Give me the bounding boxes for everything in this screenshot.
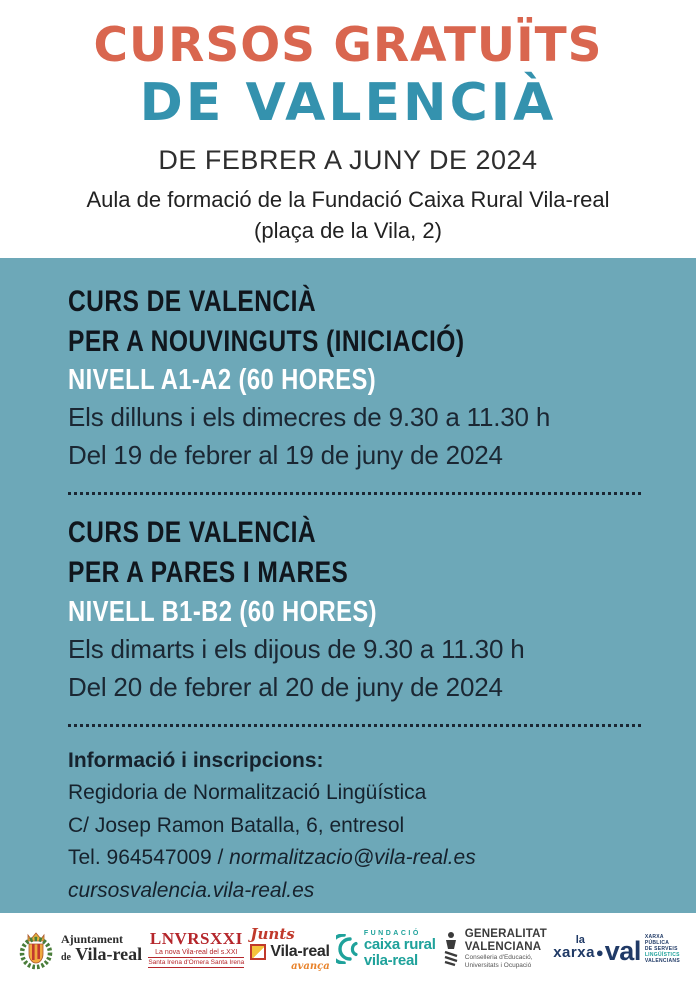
lnvrsxxi-subline: Santa Irena d'Ornera Santa Irena bbox=[148, 958, 245, 966]
junts-name-row bbox=[250, 943, 329, 961]
sponsor-logos-bar bbox=[0, 913, 696, 985]
contact-phone: Tel. 964547009 / bbox=[68, 846, 230, 870]
course-1-name-line2-text: PER A NOUVINGUTS (INICIACIÓ) bbox=[68, 324, 465, 358]
caixa-rural-text bbox=[364, 930, 436, 969]
course-2-dates: Del 20 de febrer al 20 de juny de 2024 bbox=[68, 671, 503, 702]
course-2-name-line2-text: PER A PARES I MARES bbox=[68, 555, 349, 589]
courses-panel bbox=[0, 258, 696, 913]
poster-header bbox=[0, 0, 696, 258]
lnvrsxxi-title: LNVRSXXI bbox=[149, 929, 243, 949]
course-1-schedule: Els dilluns i els dimecres de 9.30 a 11.30 h bbox=[68, 402, 551, 433]
course-2-name-line1-text: CURS DE VALENCIÀ bbox=[68, 516, 317, 550]
xarxa-xarxa-text: xarxa bbox=[553, 944, 595, 962]
dotted-divider bbox=[68, 492, 642, 495]
xarxa-side-line: DE SERVEIS bbox=[644, 946, 678, 952]
generalitat-text bbox=[465, 928, 547, 970]
caixa-name-line1: caixa rural bbox=[363, 935, 436, 953]
xarxa-dot: ● bbox=[595, 945, 604, 961]
xarxa-side-line: VALENCIANS bbox=[644, 958, 680, 964]
junts-tagline: avança bbox=[291, 960, 330, 972]
course-2-level-text: NIVELL B1-B2 (60 HORES) bbox=[68, 595, 377, 628]
dotted-divider bbox=[68, 724, 642, 727]
ajuntament-de: de bbox=[61, 952, 71, 964]
ajuntament-vila-real-logo bbox=[16, 927, 142, 971]
ajuntament-city: Vila-real bbox=[75, 944, 143, 965]
venue-line2: (plaça de la Vila, 2) bbox=[254, 217, 442, 243]
generalitat-line1: GENERALITAT bbox=[464, 928, 548, 941]
contact-info bbox=[68, 745, 642, 908]
course-1-name-line1-text: CURS DE VALENCIÀ bbox=[68, 285, 317, 318]
ajuntament-text-line1: Ajuntament bbox=[61, 932, 123, 947]
course-2-name-line1 bbox=[68, 513, 642, 553]
xarxa-val-wordmark bbox=[553, 933, 641, 966]
caixa-fundacio-text: FUNDACIÓ bbox=[363, 929, 421, 937]
generalitat-line2: VALENCIANA bbox=[464, 940, 542, 953]
xarxa-side-line: PÚBLICA bbox=[644, 940, 670, 946]
junts-square-icon bbox=[250, 944, 266, 960]
course-2-name-line2 bbox=[68, 553, 642, 593]
junts-script-text: Junts bbox=[250, 924, 295, 943]
contact-department: Regidoria de Normalització Lingüística bbox=[68, 781, 427, 805]
poster-date-range: DE FEBRER A JUNY DE 2024 bbox=[158, 144, 538, 175]
contact-email: normalitzacio@vila-real.es bbox=[229, 846, 476, 870]
xarxa-side-line: XARXA bbox=[644, 934, 664, 940]
caixa-name-line2: vila-real bbox=[363, 951, 418, 969]
contact-address: C/ Josep Ramon Batalla, 6, entresol bbox=[68, 813, 405, 837]
junts-vila-real-logo bbox=[250, 924, 330, 972]
venue-line1: Aula de formació de la Fundació Caixa Rural Vila-real bbox=[86, 186, 610, 212]
contact-heading: Informació i inscripcions: bbox=[68, 748, 324, 772]
course-1-level bbox=[68, 361, 642, 399]
course-1-name-line2 bbox=[68, 322, 642, 362]
course-1-name-line1 bbox=[68, 282, 642, 322]
xarxa-stack bbox=[553, 933, 595, 962]
ajuntament-crest-icon bbox=[16, 927, 56, 971]
generalitat-conselleria-line2: Universitats i Ocupació bbox=[464, 961, 532, 969]
course-1-level-text: NIVELL A1-A2 (60 HORES) bbox=[68, 364, 377, 397]
caixa-rural-arcs-icon bbox=[336, 934, 360, 964]
course-2-schedule: Els dimarts i els dijous de 9.30 a 11.30 h bbox=[68, 633, 525, 664]
xarxa-val-text: val bbox=[604, 935, 641, 966]
poster-title-line1: CURSOS GRATUÏTS bbox=[93, 18, 603, 73]
xarxa-val-logo bbox=[553, 934, 680, 964]
xarxa-side-text bbox=[645, 934, 680, 964]
caixa-rural-logo bbox=[336, 930, 436, 969]
course-block-2 bbox=[68, 513, 642, 706]
generalitat-emblem-icon bbox=[442, 931, 460, 967]
xarxa-la-text: la bbox=[575, 933, 585, 946]
generalitat-valenciana-logo bbox=[442, 928, 547, 970]
generalitat-conselleria-line1: Conselleria d'Educació, bbox=[464, 953, 533, 961]
contact-phone-email bbox=[68, 842, 642, 875]
poster-title-line2: DE VALENCIÀ bbox=[139, 72, 557, 133]
junts-city-text: Vila-real bbox=[270, 942, 330, 960]
course-2-level bbox=[68, 593, 642, 631]
lnvrsxxi-tagline: La nova Vila-real del s.XXI bbox=[148, 949, 244, 958]
ajuntament-text-line2 bbox=[61, 945, 142, 965]
course-block-1 bbox=[68, 282, 642, 475]
course-1-dates: Del 19 de febrer al 19 de juny de 2024 bbox=[68, 440, 503, 471]
contact-website: cursosvalencia.vila-real.es bbox=[68, 878, 315, 902]
ajuntament-logo-text bbox=[61, 933, 142, 965]
xarxa-side-line: LINGÜÍSTICS bbox=[644, 952, 680, 958]
lnvrsxxi-logo bbox=[148, 930, 244, 968]
